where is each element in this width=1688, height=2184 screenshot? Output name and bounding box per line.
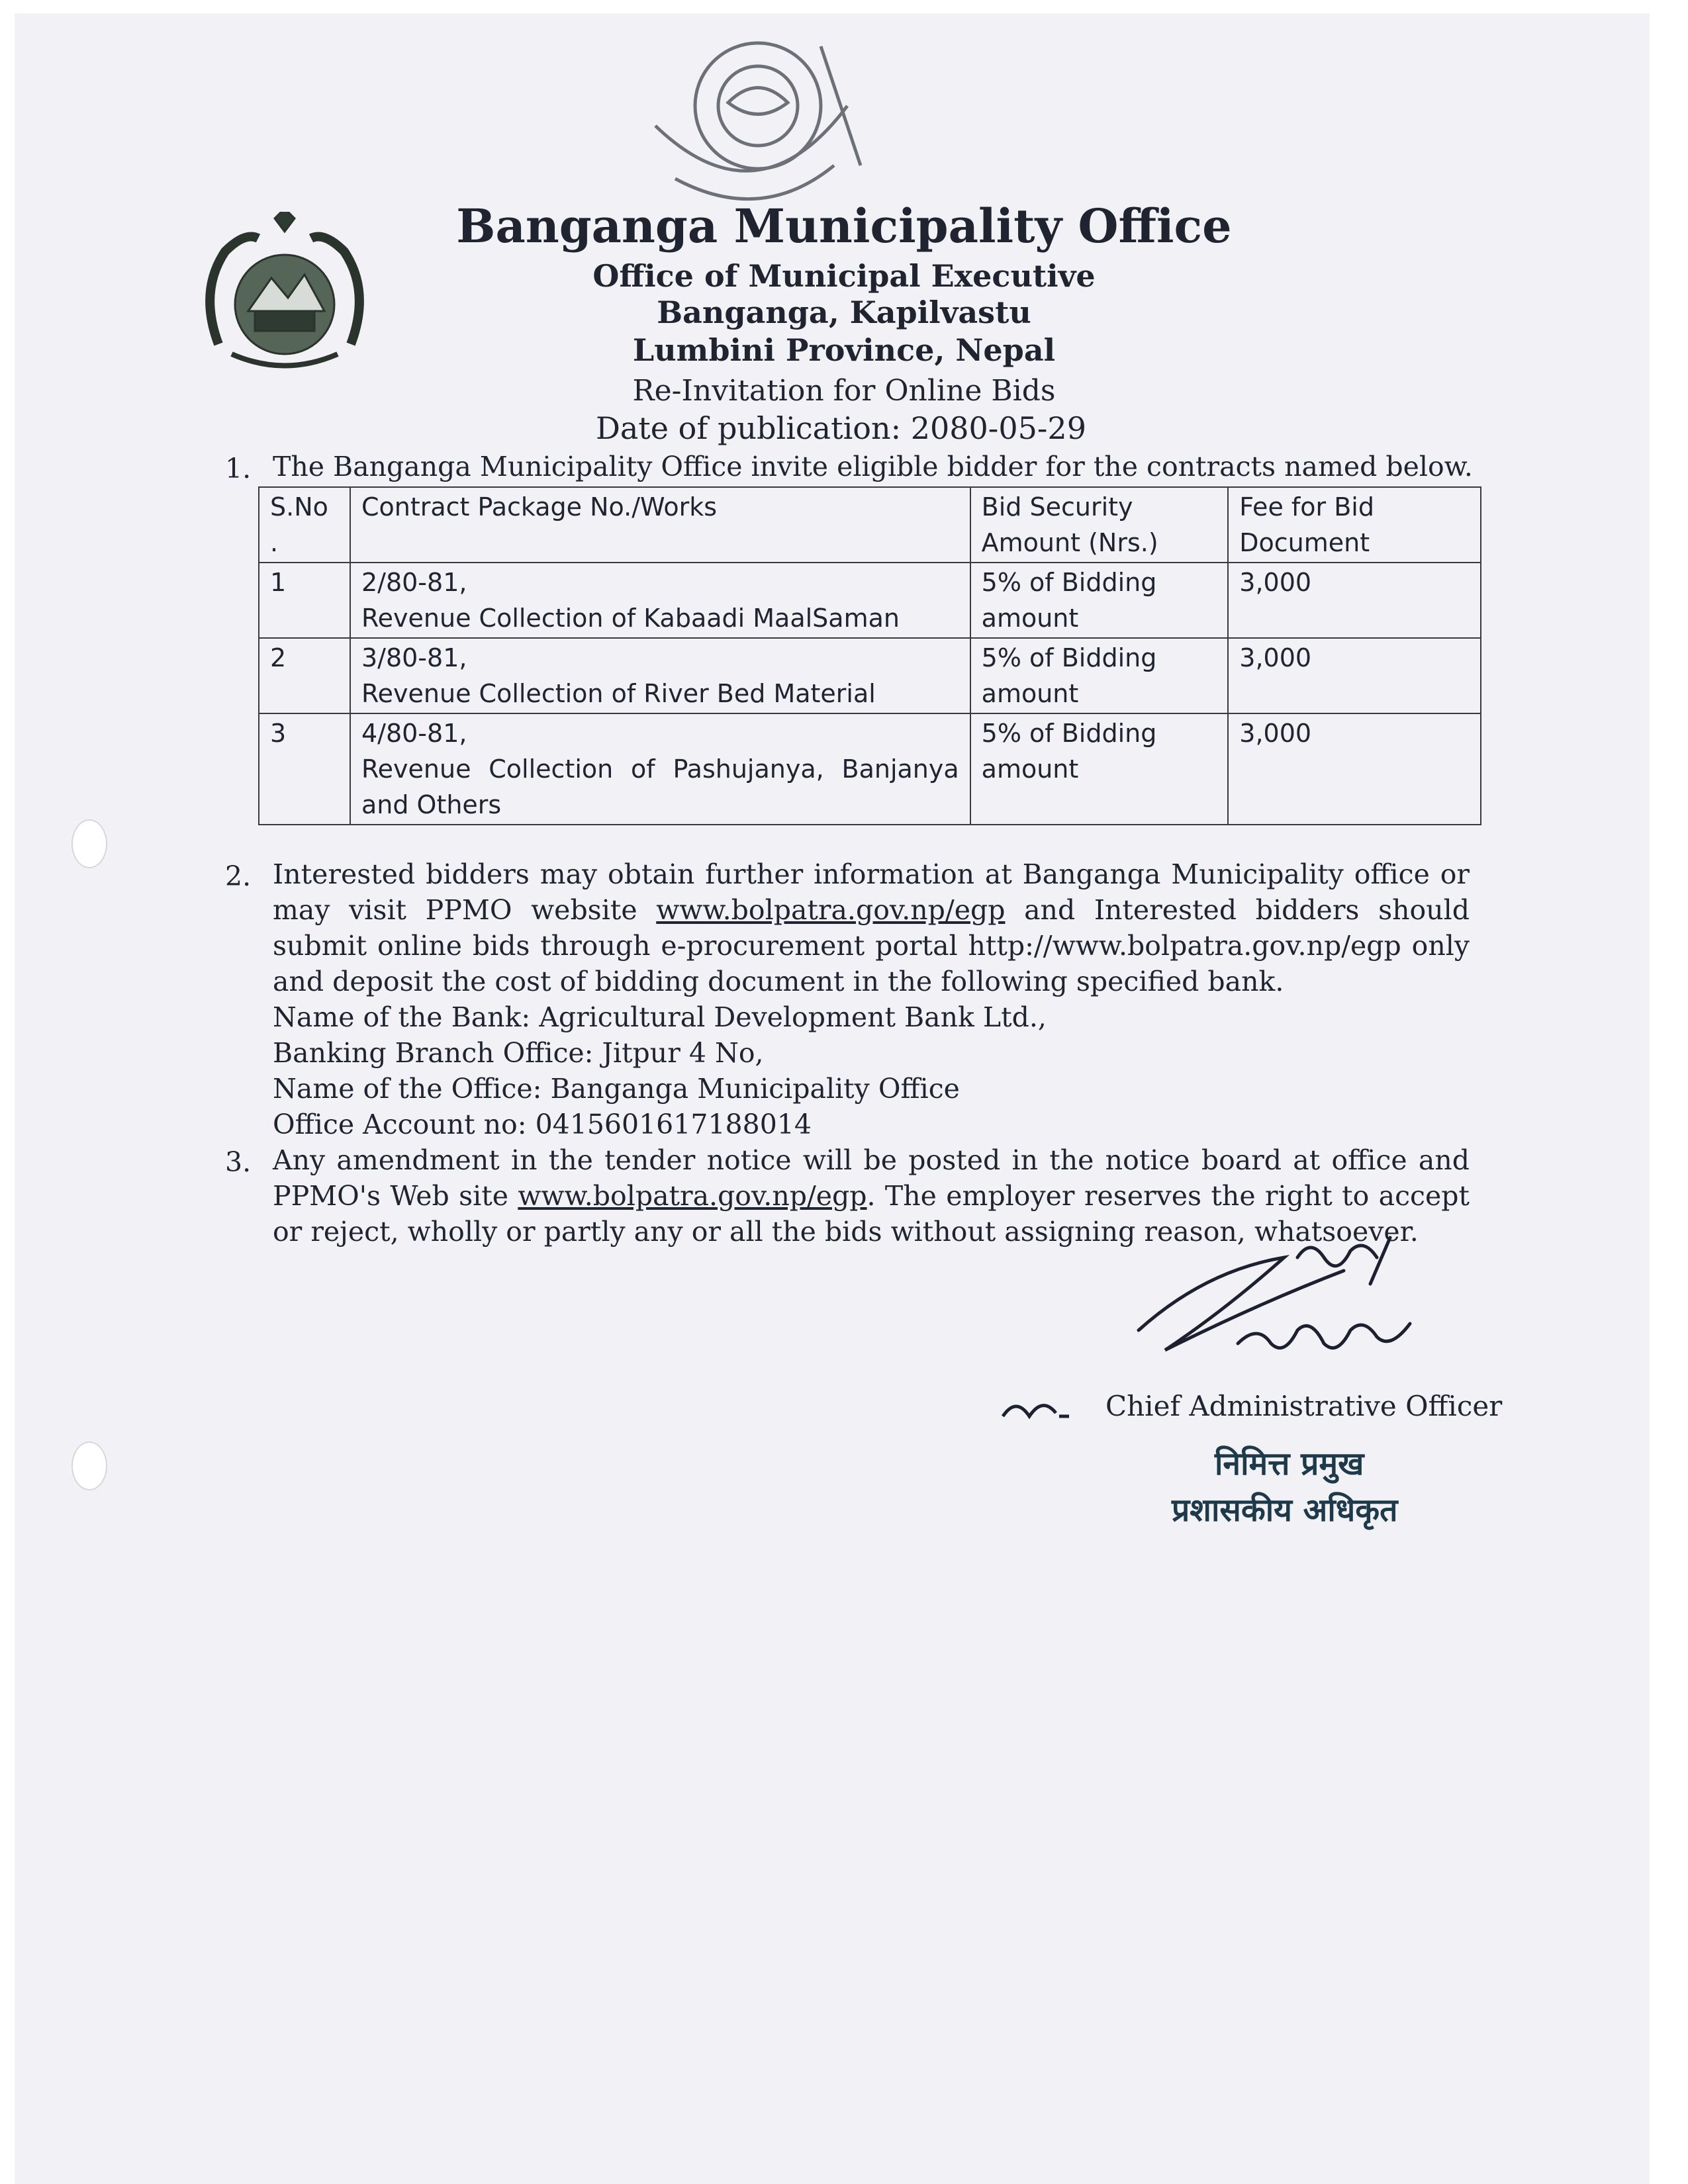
header-cell-bid-security: Bid Security Amount (Nrs.) [970, 487, 1229, 563]
header-cell-package: Contract Package No./Works [350, 487, 970, 563]
point-2-number: 2. [225, 860, 252, 892]
bank-name-line: Name of the Bank: Agricultural Development Bank Ltd., [273, 1001, 1047, 1033]
bid-table [258, 486, 1481, 825]
point-1-number: 1. [225, 453, 252, 484]
initials-mark [996, 1390, 1076, 1430]
package-work: Revenue Collection of Pashujanya, Banjanya and Others [361, 754, 959, 819]
table-row [259, 638, 1481, 713]
punch-hole [73, 821, 106, 867]
office-location: Banganga, Kapilvastu [657, 295, 1031, 330]
cell-package [350, 638, 970, 713]
header-cell-fee: Fee for Bid Document [1228, 487, 1481, 563]
office-title: Banganga Municipality Office [456, 199, 1232, 253]
cell-fee: 3,000 [1228, 638, 1481, 713]
ppmo-website-link-2[interactable]: www.bolpatra.gov.np/egp [518, 1180, 867, 1212]
notice-heading: Re-Invitation for Online Bids [632, 374, 1056, 408]
account-number-line: Office Account no: 0415601617188014 [273, 1109, 812, 1140]
nepali-stamp-line-2: प्रशासकीय अधिकृत [1172, 1492, 1398, 1529]
package-work: Revenue Collection of Kabaadi MaalSaman [361, 604, 900, 633]
publication-date: Date of publication: 2080-05-29 [596, 410, 1086, 446]
nepali-stamp-line-1: निमित्त प्रमुख [1215, 1445, 1364, 1482]
point-3-text-b: . The employer reserves the right to accept or reject, wholly or partly any or all the bids without assigning reason, whatsoever. [273, 1180, 1470, 1248]
cell-bid-security: 5% of Bidding amount [970, 713, 1229, 825]
point-3-text-a: Any amendment in the tender notice will be posted in the notice board at office and PPMO's Web site [273, 1144, 1470, 1212]
office-seal-stamp [635, 26, 880, 218]
cell-sno: 3 [259, 713, 350, 825]
cell-sno: 1 [259, 563, 350, 638]
point-1-text: The Banganga Municipality Office invite eligible bidder for the contracts named below. [273, 451, 1473, 482]
cell-bid-security: 5% of Bidding amount [970, 563, 1229, 638]
office-name-line: Name of the Office: Banganga Municipality Office [273, 1073, 960, 1105]
cell-sno: 2 [259, 638, 350, 713]
package-number: 4/80-81, [361, 719, 467, 748]
cell-package [350, 713, 970, 825]
point-2-text-b: and Interested bidders should submit online bids through e-procurement portal http://www.bolpatra.gov.np/egp only and deposit the cost of bidding document in the following specified bank. [273, 894, 1470, 997]
point-2-text [273, 856, 1470, 999]
bank-branch-line: Banking Branch Office: Jitpur 4 No, [273, 1037, 764, 1069]
header-cell-sno: S.No . [259, 487, 350, 563]
signatory-title: Chief Administrative Officer [1105, 1390, 1503, 1422]
cell-fee: 3,000 [1228, 563, 1481, 638]
package-work: Revenue Collection of River Bed Material [361, 679, 876, 708]
office-subtitle: Office of Municipal Executive [592, 258, 1096, 294]
ppmo-website-link[interactable]: www.bolpatra.gov.np/egp [656, 894, 1006, 926]
table-row [259, 563, 1481, 638]
office-province: Lumbini Province, Nepal [632, 332, 1056, 368]
cell-fee: 3,000 [1228, 713, 1481, 825]
point-2-text-a: Interested bidders may obtain further information at Banganga Municipality office or may visit PPMO website [273, 858, 1470, 926]
table-header-row [259, 487, 1481, 563]
punch-hole [73, 1443, 106, 1489]
cell-bid-security: 5% of Bidding amount [970, 638, 1229, 713]
point-3-number: 3. [225, 1146, 252, 1178]
package-number: 3/80-81, [361, 643, 467, 672]
cell-package [350, 563, 970, 638]
table-row [259, 713, 1481, 825]
handwritten-signature [1125, 1231, 1443, 1363]
package-number: 2/80-81, [361, 568, 467, 597]
